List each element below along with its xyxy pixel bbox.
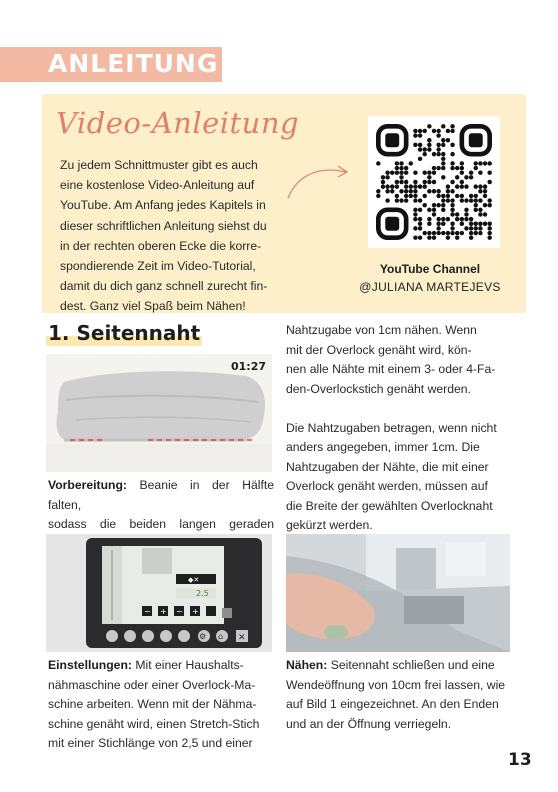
qr-module [385, 198, 389, 202]
qr-module [399, 180, 403, 184]
section-title: 1. Seitennaht [48, 321, 201, 345]
qr-module [399, 189, 403, 193]
qr-module [455, 217, 459, 221]
video-description [60, 155, 282, 317]
qr-module [418, 226, 422, 230]
qr-module [409, 161, 413, 165]
qr-module [460, 231, 464, 235]
qr-module [436, 129, 440, 133]
qr-module [422, 129, 426, 133]
qr-module [441, 124, 445, 128]
qr-module [446, 129, 450, 133]
qr-module [487, 203, 491, 207]
qr-module [460, 184, 464, 188]
qr-module [441, 161, 445, 165]
qr-module [409, 189, 413, 193]
sewing-illustration [286, 534, 510, 652]
qr-module [413, 180, 417, 184]
qr-module [450, 212, 454, 216]
qr-module [487, 235, 491, 239]
qr-module [464, 184, 468, 188]
qr-module [450, 161, 454, 165]
qr-module [455, 231, 459, 235]
qr-module [483, 212, 487, 216]
qr-module [422, 152, 426, 156]
svg-text:−: − [144, 607, 151, 616]
right-line: Die Nahtzugaben betragen, wenn nicht [286, 420, 497, 435]
qr-module [460, 222, 464, 226]
qr-module [381, 175, 385, 179]
qr-module [404, 166, 408, 170]
right-column-paragraph [286, 321, 510, 536]
qr-module [469, 170, 473, 174]
qr-module [436, 147, 440, 151]
qr-module [436, 231, 440, 235]
qr-module [399, 175, 403, 179]
qr-module [418, 184, 422, 188]
einstellungen-text: Mit einer Haushalts- [131, 658, 244, 672]
qr-module [487, 226, 491, 230]
naehen-line: auf Bild 1 eingezeichnet. An den Enden [286, 697, 499, 711]
qr-module [474, 208, 478, 212]
qr-module [450, 166, 454, 170]
qr-module [483, 203, 487, 207]
qr-module [381, 180, 385, 184]
einstellungen-line: schine genäht wird, einen Stretch-Stich [48, 716, 260, 731]
qr-module [441, 138, 445, 142]
qr-module [399, 161, 403, 165]
qr-module [427, 231, 431, 235]
qr-module [441, 157, 445, 161]
qr-module [464, 208, 468, 212]
qr-module [441, 166, 445, 170]
qr-module [450, 189, 454, 193]
qr-module [464, 226, 468, 230]
qr-module [395, 180, 399, 184]
qr-module [450, 203, 454, 207]
qr-module [376, 189, 380, 193]
qr-module [432, 180, 436, 184]
video-line: dest. Ganz viel Spaß beim Nähen! [60, 299, 246, 314]
right-line: Nahtzugaben der Nähte, die mit einer [286, 459, 489, 474]
naehen-line [286, 656, 510, 676]
qr-module [436, 133, 440, 137]
qr-module [441, 222, 445, 226]
qr-module [478, 161, 482, 165]
qr-module [436, 152, 440, 156]
page-title: ANLEITUNG [48, 49, 219, 78]
qr-module [483, 189, 487, 193]
qr-module [427, 180, 431, 184]
qr-module [409, 194, 413, 198]
qr-module [432, 212, 436, 216]
qr-module [460, 180, 464, 184]
qr-module [376, 194, 380, 198]
naehen-line: Wendeöffnung von 10cm frei lassen, wie [286, 677, 506, 692]
qr-module [399, 170, 403, 174]
qr-module [385, 175, 389, 179]
beanie-folded-photo [46, 354, 272, 472]
qr-module [446, 217, 450, 221]
einstellungen-line [48, 656, 274, 676]
qr-module [427, 175, 431, 179]
qr-module [413, 143, 417, 147]
einstellungen-line: schine arbeiten. Wenn mit der Nähma- [48, 697, 257, 711]
qr-module [418, 157, 422, 161]
qr-module [404, 194, 408, 198]
qr-module [395, 198, 399, 202]
qr-module [446, 138, 450, 142]
qr-module [441, 152, 445, 156]
qr-module [427, 217, 431, 221]
svg-text:+: + [160, 607, 167, 616]
qr-module [487, 222, 491, 226]
qr-module [474, 166, 478, 170]
qr-module [450, 143, 454, 147]
youtube-channel-label: YouTube Channel [379, 262, 481, 276]
svg-text:◆✕: ◆✕ [188, 576, 200, 584]
qr-module [460, 161, 464, 165]
page-number: 13 [508, 750, 532, 770]
vorbereitung-label: Vorbereitung: [48, 478, 127, 492]
qr-module [436, 226, 440, 230]
qr-module [469, 231, 473, 235]
einstellungen-line: nähmaschine oder einer Overlock-Ma- [48, 677, 256, 692]
right-line: nen alle Nähte mit einem 3- oder 4-Fa- [286, 362, 496, 376]
qr-module [474, 203, 478, 207]
qr-module [455, 166, 459, 170]
qr-module [418, 198, 422, 202]
right-line: mit der Overlock genäht wird, kön- [286, 342, 472, 357]
qr-module [483, 222, 487, 226]
qr-module [474, 194, 478, 198]
qr-module [413, 170, 417, 174]
qr-module [474, 184, 478, 188]
qr-module [404, 184, 408, 188]
qr-module [385, 170, 389, 174]
qr-module [487, 231, 491, 235]
qr-module [460, 194, 464, 198]
qr-module [399, 166, 403, 170]
qr-module [455, 175, 459, 179]
curved-arrow-icon [284, 160, 354, 202]
qr-module [487, 198, 491, 202]
qr-module [409, 184, 413, 188]
vorbereitung-text: Beanie in der Hälfte falten, [48, 478, 274, 512]
qr-module [436, 222, 440, 226]
qr-module [432, 189, 436, 193]
video-line: Zu jedem Schnittmuster gibt es auch [60, 158, 258, 172]
qr-module [432, 203, 436, 207]
qr-module [432, 231, 436, 235]
qr-module [436, 166, 440, 170]
qr-module [450, 226, 454, 230]
qr-module [422, 194, 426, 198]
qr-module [436, 194, 440, 198]
qr-module [413, 198, 417, 202]
qr-module [469, 235, 473, 239]
qr-module [427, 235, 431, 239]
qr-module [469, 217, 473, 221]
qr-module [381, 184, 385, 188]
qr-module [413, 226, 417, 230]
qr-module [436, 203, 440, 207]
qr-module [418, 147, 422, 151]
qr-module [395, 170, 399, 174]
qr-module [474, 222, 478, 226]
qr-module [469, 222, 473, 226]
qr-module [422, 184, 426, 188]
qr-module [413, 194, 417, 198]
qr-module [418, 133, 422, 137]
qr-module [436, 189, 440, 193]
qr-module [478, 198, 482, 202]
qr-module [478, 231, 482, 235]
qr-module [432, 129, 436, 133]
qr-module [450, 152, 454, 156]
youtube-channel-handle[interactable]: @JULIANA MARTEJEVS [359, 280, 501, 294]
naehen-line: und an der Öffnung verriegeln. [286, 716, 452, 731]
qr-module [418, 208, 422, 212]
home-icon: ⌂ [218, 632, 224, 641]
qr-module [427, 189, 431, 193]
qr-module [464, 198, 468, 202]
qr-module [418, 143, 422, 147]
video-line: eine kostenlose Video-Anleitung auf [60, 178, 255, 193]
qr-module [404, 189, 408, 193]
qr-module [483, 194, 487, 198]
qr-module [464, 212, 468, 216]
qr-module [427, 143, 431, 147]
qr-module [418, 222, 422, 226]
qr-module [455, 194, 459, 198]
qr-module [450, 198, 454, 202]
qr-module [422, 180, 426, 184]
qr-module [390, 184, 394, 188]
qr-module [432, 208, 436, 212]
qr-module [422, 147, 426, 151]
qr-module [450, 129, 454, 133]
naehen-label: Nähen: [286, 658, 328, 672]
qr-module [404, 170, 408, 174]
qr-module [441, 194, 445, 198]
einstellungen-line: mit einer Stichlänge von 2,5 und einer [48, 736, 253, 750]
qr-module [460, 198, 464, 202]
qr-module [395, 184, 399, 188]
video-line: in der rechten oberen Ecke die korre- [60, 238, 262, 253]
qr-module [474, 231, 478, 235]
video-heading: Video-Anleitung [56, 106, 300, 140]
right-line: Nahtzugabe von 1cm nähen. Wenn [286, 323, 477, 337]
right-line: gekürzt werden. [286, 518, 373, 532]
qr-finder-center [385, 133, 399, 147]
qr-module [487, 161, 491, 165]
qr-module [427, 124, 431, 128]
qr-module [385, 189, 389, 193]
video-line: YouTube. Am Anfang jedes Kapitels in [60, 198, 266, 213]
qr-module [487, 180, 491, 184]
qr-module [450, 208, 454, 212]
qr-module [427, 222, 431, 226]
qr-module [395, 166, 399, 170]
sewing-machine-display-photo [46, 534, 272, 652]
qr-module [469, 226, 473, 230]
qr-module [432, 166, 436, 170]
qr-module [418, 235, 422, 239]
machine-display-illustration [46, 534, 272, 652]
qr-module [413, 235, 417, 239]
qr-module [441, 203, 445, 207]
qr-module [404, 198, 408, 202]
qr-module [460, 170, 464, 174]
naehen-paragraph [286, 656, 510, 734]
qr-module [446, 235, 450, 239]
video-timestamp: 01:27 [230, 360, 266, 373]
qr-module [464, 175, 468, 179]
qr-module [469, 194, 473, 198]
einstellungen-label: Einstellungen: [48, 658, 132, 672]
qr-module [385, 184, 389, 188]
qr-module [441, 175, 445, 179]
qr-module [446, 231, 450, 235]
einstellungen-paragraph [48, 656, 274, 754]
qr-code[interactable] [368, 116, 500, 248]
qr-module [422, 231, 426, 235]
svg-text:+: + [192, 607, 199, 616]
qr-module [395, 194, 399, 198]
qr-module [469, 175, 473, 179]
qr-module [395, 161, 399, 165]
vorbereitung-line: sodass die beiden langen geraden [48, 517, 274, 531]
naehen-text: Seitennaht schließen und eine [327, 658, 495, 672]
qr-module [441, 217, 445, 221]
qr-module [376, 161, 380, 165]
qr-module [478, 222, 482, 226]
qr-module [474, 226, 478, 230]
qr-module [446, 184, 450, 188]
qr-module [413, 133, 417, 137]
qr-module [460, 166, 464, 170]
video-line: dieser schriftlichen Anleitung siehst du [60, 218, 267, 233]
qr-module [487, 170, 491, 174]
qr-module [413, 129, 417, 133]
qr-module [478, 189, 482, 193]
qr-module [422, 203, 426, 207]
vorbereitung-line [48, 476, 274, 515]
qr-module [413, 212, 417, 216]
qr-module [404, 180, 408, 184]
qr-module [413, 208, 417, 212]
sewing-seam-photo [286, 534, 510, 652]
close-icon: ✕ [238, 633, 246, 643]
qr-module [427, 208, 431, 212]
qr-module [478, 212, 482, 216]
qr-module [413, 217, 417, 221]
qr-module [483, 184, 487, 188]
qr-module [441, 208, 445, 212]
qr-module [478, 208, 482, 212]
right-line: den-Overlockstich genäht werden. [286, 381, 471, 396]
qr-module [450, 231, 454, 235]
qr-module [478, 226, 482, 230]
qr-module [460, 217, 464, 221]
qr-finder-center [385, 217, 399, 231]
qr-module [418, 217, 422, 221]
qr-module [432, 170, 436, 174]
video-line: spondierende Zeit im Video-Tutorial, [60, 259, 256, 274]
qr-module [427, 138, 431, 142]
qr-module [446, 198, 450, 202]
qr-module [436, 143, 440, 147]
settings-icon: ⚙ [199, 632, 207, 641]
qr-module [432, 235, 436, 239]
right-line [286, 399, 510, 419]
right-line: Overlock genäht werden, müssen auf [286, 479, 488, 493]
qr-module [455, 184, 459, 188]
qr-module [441, 231, 445, 235]
qr-module [390, 170, 394, 174]
qr-module [432, 152, 436, 156]
qr-module [474, 161, 478, 165]
right-line: die Breite der gewählten Overlocknaht [286, 498, 493, 513]
qr-module [418, 129, 422, 133]
qr-finder-center [469, 133, 483, 147]
qr-module [474, 198, 478, 202]
qr-module [483, 161, 487, 165]
qr-module [427, 170, 431, 174]
qr-module [469, 198, 473, 202]
qr-module [436, 217, 440, 221]
svg-text:−: − [176, 607, 183, 616]
qr-module [455, 212, 459, 216]
qr-module [441, 198, 445, 202]
qr-module [441, 143, 445, 147]
qr-module [399, 198, 403, 202]
qr-module [422, 170, 426, 174]
video-line: damit du dich ganz schnell zurecht fin- [60, 279, 268, 294]
qr-module [446, 194, 450, 198]
qr-module [450, 180, 454, 184]
qr-module [455, 235, 459, 239]
qr-module [446, 189, 450, 193]
right-line: anders angegeben, immer 1cm. Die [286, 440, 480, 454]
qr-module [427, 147, 431, 151]
stitch-length-value: 2.5 [196, 589, 209, 598]
qr-module [450, 222, 454, 226]
qr-module [390, 189, 394, 193]
qr-module [413, 189, 417, 193]
qr-module [413, 184, 417, 188]
qr-module [464, 217, 468, 221]
qr-module [478, 184, 482, 188]
qr-module [478, 170, 482, 174]
qr-module [450, 124, 454, 128]
